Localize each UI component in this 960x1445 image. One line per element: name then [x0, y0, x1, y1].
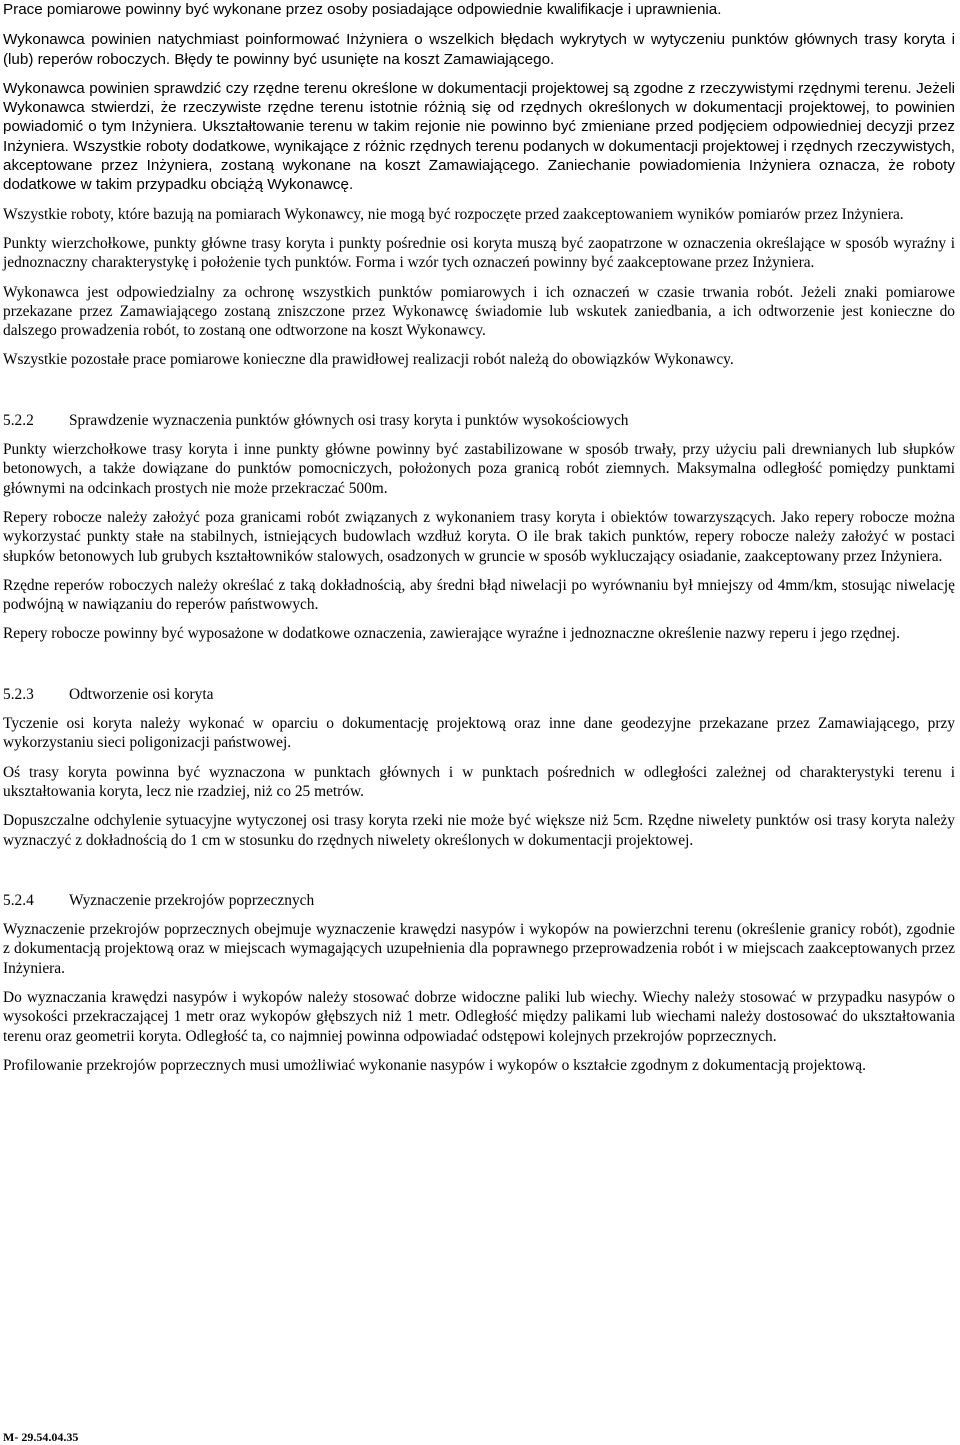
paragraph: Repery robocze należy założyć poza granicami robót związanych z wykonaniem trasy koryta i obiektów towarzyszących. Jako repery robocze można wykorzystać punkty stałe na stabilnych, istniejących budowlach wzdłuż koryta. O ile brak takich punktów, repery robocze należy założyć w postaci słupków betonowych lub grubych kształtowników stalowych, osadzonych w gruncie w sposób wykluczający osiadanie, zaakceptowany przez Inżyniera. — [3, 508, 955, 565]
paragraph: Wszystkie pozostałe prace pomiarowe konieczne dla prawidłowej realizacji robót należą do obowiązków Wykonawcy. — [3, 351, 734, 369]
section-title: Wyznaczenie przekrojów poprzecznych — [69, 891, 315, 909]
paragraph: Punkty wierzchołkowe trasy koryta i inne punkty główne powinny być zastabilizowane w sposób trwały, przy użyciu pali drewnianych lub słupków betonowych, a także dowiązane do punktów pomocniczych, położonych poza granicą robót ziemnych. Maksymalna odległość pomiędzy punktami głównymi na odcinkach prostych nie może przekraczać 500m. — [3, 441, 955, 497]
paragraph: Wszystkie roboty, które bazują na pomiarach Wykonawcy, nie mogą być rozpoczęte przed zaakceptowaniem wyników pomiarów przez Inżyniera. — [3, 205, 904, 223]
section-title: Sprawdzenie wyznaczenia punktów głównych osi trasy koryta i punktów wysokościowych — [69, 411, 629, 429]
paragraph: Dopuszczalne odchylenie sytuacyjne wytyczonej osi trasy koryta rzeki nie może być większe niż 5cm. Rzędne niwelety punktów osi trasy koryta należy wyznaczyć z dokładnością do 1 cm w stosunku do rzędnych niwelety określonych w dokumentacji projektowej. — [3, 812, 955, 849]
paragraph: Oś trasy koryta powinna być wyznaczona w punktach głównych i w punktach pośrednich w odległości zależnej od charakterystyki terenu i ukształtowania koryta, lecz nie rzadziej, niż co 25 metrów. — [3, 763, 955, 800]
paragraph: Tyczenie osi koryta należy wykonać w oparciu o dokumentację projektową oraz inne dane geodezyjne przekazane przez Zamawiającego, przy wykorzystaniu sieci poligonizacji państwowej. — [3, 715, 955, 752]
section-number: 5.2.4 — [3, 891, 34, 909]
section-heading-5-2-3 — [3, 685, 955, 704]
paragraph: Do wyznaczania krawędzi nasypów i wykopów należy stosować dobrze widoczne paliki lub wiechy. Wiechy należy stosować w przypadku nasypów o wysokości przekraczającej 1 metr oraz wykopów głębszych niż 1 metr. Odległość między palikami lub wiechami należy dostosować do ukształtowania terenu oraz geometrii koryta. Odległość ta, co najmniej powinna odpowiadać odstępowi kolejnych przekrojów poprzecznych. — [3, 988, 955, 1045]
paragraph: Profilowanie przekrojów poprzecznych musi umożliwiać wykonanie nasypów i wykopów o kształcie zgodnym z dokumentacją projektową. — [3, 1056, 866, 1074]
section-heading-5-2-4 — [3, 891, 955, 910]
section-title: Odtworzenie osi koryta — [69, 685, 214, 703]
page-footer-code: M- 29.54.04.35 — [3, 1430, 79, 1444]
paragraph: Rzędne reperów roboczych należy określać z taką dokładnością, aby średni błąd niwelacji po wyrównaniu był mniejszy od 4mm/km, stosując niwelację podwójną w nawiązaniu do reperów państwowych. — [3, 576, 955, 614]
section-number: 5.2.2 — [3, 411, 34, 429]
paragraph: Repery robocze powinny być wyposażone w dodatkowe oznaczenia, zawierające wyraźne i jednoznaczne określenie nazwy reperu i jego rzędnej. — [3, 625, 900, 643]
section-heading-5-2-2 — [3, 411, 955, 430]
paragraph: Punkty wierzchołkowe, punkty główne trasy koryta i punkty pośrednie osi koryta muszą być zaopatrzone w oznaczenia określające w sposób wyraźny i jednoznaczny charakterystykę i położenie tych punktów. Forma i wzór tych oznaczeń powinny być zaakceptowane przez Inżyniera. — [3, 234, 955, 272]
paragraph: Wykonawca powinien natychmiast poinformować Inżyniera o wszelkich błędach wykrytych w wytyczeniu punktów głównych trasy koryta i (lub) reperów roboczych. Błędy te powinny być usunięte na koszt Zamawiającego. — [3, 31, 955, 68]
paragraph: Wyznaczenie przekrojów poprzecznych obejmuje wyznaczenie krawędzi nasypów i wykopów na powierzchni terenu (określenie granicy robót), zgodnie z dokumentacją projektową oraz w miejscach wymagających uzupełnienia dla poprawnego przeprowadzenia robót i w miejscach zaakceptowanych przez Inżyniera. — [3, 921, 955, 977]
paragraph: Prace pomiarowe powinny być wykonane przez osoby posiadające odpowiednie kwalifikacje i uprawnienia. — [3, 1, 722, 18]
document-page — [3, 0, 955, 1075]
paragraph: Wykonawca powinien sprawdzić czy rzędne terenu określone w dokumentacji projektowej są zgodne z rzeczywistymi rzędnymi terenu. Jeżeli Wykonawca stwierdzi, że rzeczywiste rzędne terenu istotnie różnią się od rzędnych określonych w dokumentacji projektowej, to powinien powiadomić o tym Inżyniera. Ukształtowanie terenu w takim rejonie nie powinno być zmieniane przed podjęciem odpowiedniej decyzji przez Inżyniera. Wszystkie roboty dodatkowe, wynikające z różnic rzędnych terenu podanych w dokumentacji projektowej i rzędnych rzeczywistych, akceptowane przez Inżyniera, zostaną wykonane na koszt Zamawiającego. Zaniechanie powiadomienia Inżyniera oznacza, że roboty dodatkowe w takim przypadku obciążą Wykonawcę. — [3, 79, 955, 194]
section-number: 5.2.3 — [3, 685, 34, 703]
paragraph: Wykonawca jest odpowiedzialny za ochronę wszystkich punktów pomiarowych i ich oznaczeń w czasie trwania robót. Jeżeli znaki pomiarowe przekazane przez Zamawiającego zostaną zniszczone przez Wykonawcę świadomie lub wskutek zaniedbania, a ich odtworzenie jest konieczne do dalszego prowadzenia robót, to zostaną one odtworzone na koszt Wykonawcy. — [3, 283, 955, 340]
